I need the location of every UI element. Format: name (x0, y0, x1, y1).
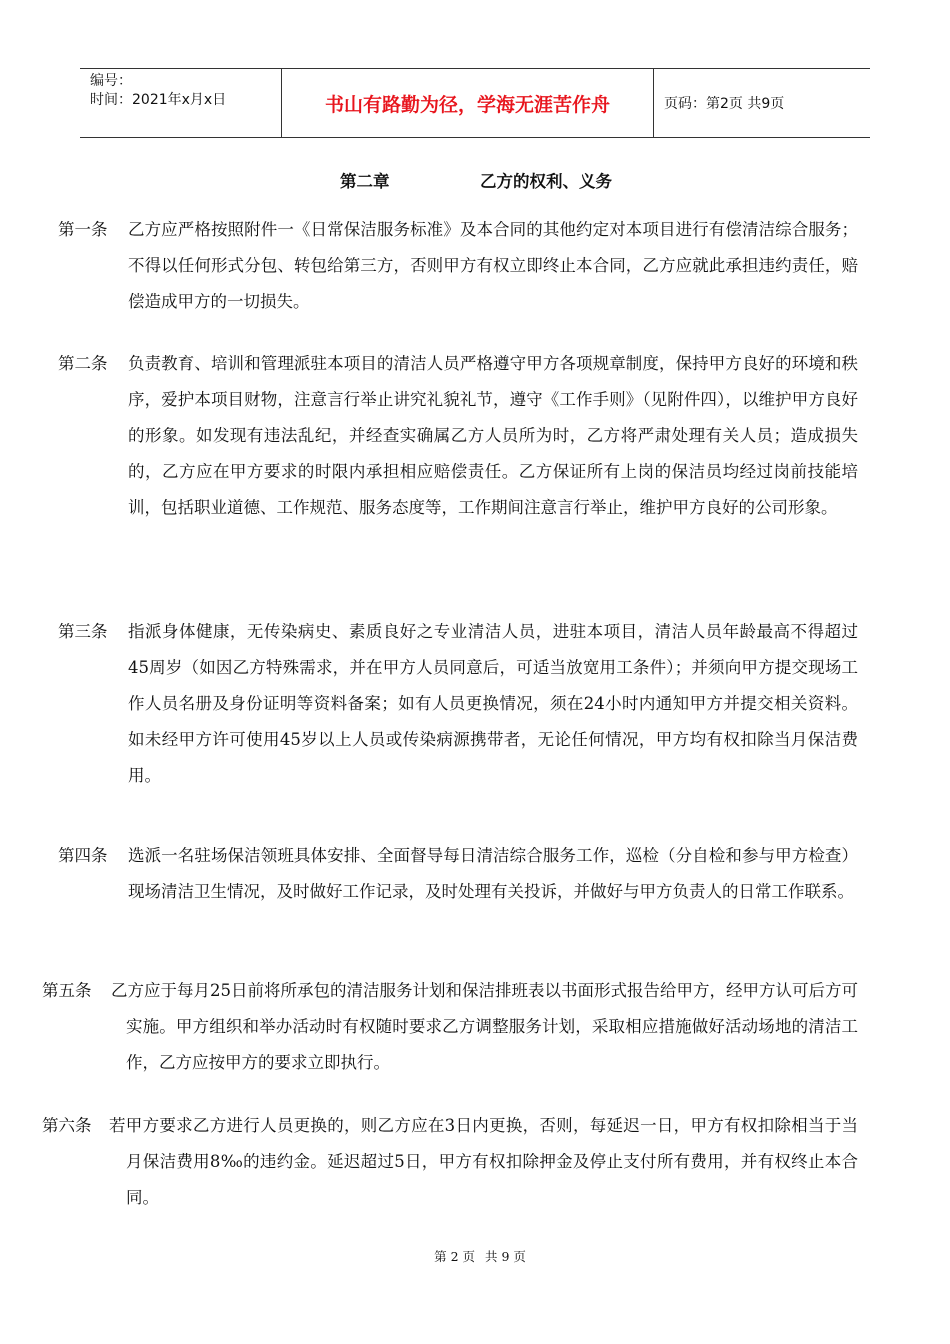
article-label: 第三条 (58, 622, 108, 641)
article-2 (58, 346, 858, 526)
header-table (80, 68, 870, 138)
article-label: 第四条 (58, 846, 108, 865)
footer-page-total: 共 9 页 (485, 1249, 526, 1264)
article-label: 第二条 (58, 354, 108, 373)
page-footer (0, 1247, 950, 1265)
article-5 (42, 973, 858, 1081)
header-meta-cell (80, 69, 281, 137)
article-label: 第六条 (42, 1116, 92, 1135)
article-text: 乙方应于每月25日前将所承包的清洁服务计划和保洁排班表以书面形式报告给甲方，经甲方认可后方可实施。甲方组织和举办活动时有权随时要求乙方调整服务计划，采取相应措施做好活动场地的清洁工作，乙方应按甲方的要求立即执行。 (111, 981, 858, 1072)
article-text: 若甲方要求乙方进行人员更换的，则乙方应在3日内更换，否则，每延迟一日，甲方有权扣除相当于当月保洁费用8‰的违约金。延迟超过5日，甲方有权扣除押金及停止支付所有费用，并有权终止本合同。 (109, 1116, 858, 1207)
article-3 (58, 614, 858, 794)
date-label: 时间：2021年x月x日 (90, 92, 227, 108)
article-text: 乙方应严格按照附件一《日常保洁服务标准》及本合同的其他约定对本项目进行有偿清洁综合服务；不得以任何形式分包、转包给第三方，否则甲方有权立即终止本合同，乙方应就此承担违约责任，赔偿造成甲方的一切损失。 (128, 220, 858, 311)
header-page-info: 页码：第2页 共9页 (664, 96, 785, 112)
header-motto: 书山有路勤为径，学海无涯苦作舟 (281, 69, 654, 137)
chapter-title: 乙方的权利、义务 (480, 172, 612, 191)
article-text: 负责教育、培训和管理派驻本项目的清洁人员严格遵守甲方各项规章制度，保持甲方良好的环境和秩序，爱护本项目财物，注意言行举止讲究礼貌礼节，遵守《工作手则》（见附件四），以维护甲方良好的形象。如发现有违法乱纪，并经查实确属乙方人员所为时，乙方将严肃处理有关人员；造成损失的，乙方应在甲方要求的时限内承担相应赔偿责任。乙方保证所有上岗的保洁员均经过岗前技能培训，包括职业道德、工作规范、服务态度等，工作期间注意言行举止，维护甲方良好的公司形象。 (128, 354, 858, 517)
footer-page-current: 第 2 页 (434, 1249, 475, 1264)
chapter-number: 第二章 (340, 172, 390, 191)
article-label: 第五条 (42, 981, 92, 1000)
article-label: 第一条 (58, 220, 108, 239)
article-4 (58, 838, 858, 910)
article-6 (42, 1108, 858, 1216)
article-text: 选派一名驻场保洁领班具体安排、全面督导每日清洁综合服务工作，巡检（分自检和参与甲方检查）现场清洁卫生情况，及时做好工作记录，及时处理有关投诉，并做好与甲方负责人的日常工作联系。 (128, 846, 858, 901)
article-text: 指派身体健康，无传染病史、素质良好之专业清洁人员，进驻本项目，清洁人员年龄最高不得超过45周岁（如因乙方特殊需求，并在甲方人员同意后，可适当放宽用工条件）；并须向甲方提交现场工作人员名册及身份证明等资料备案；如有人员更换情况，须在24小时内通知甲方并提交相关资料。如未经甲方许可使用45岁以上人员或传染病源携带者，无论任何情况，甲方均有权扣除当月保洁费用。 (128, 622, 858, 785)
article-1 (58, 212, 858, 320)
serial-number-label: 编号： (90, 73, 132, 89)
